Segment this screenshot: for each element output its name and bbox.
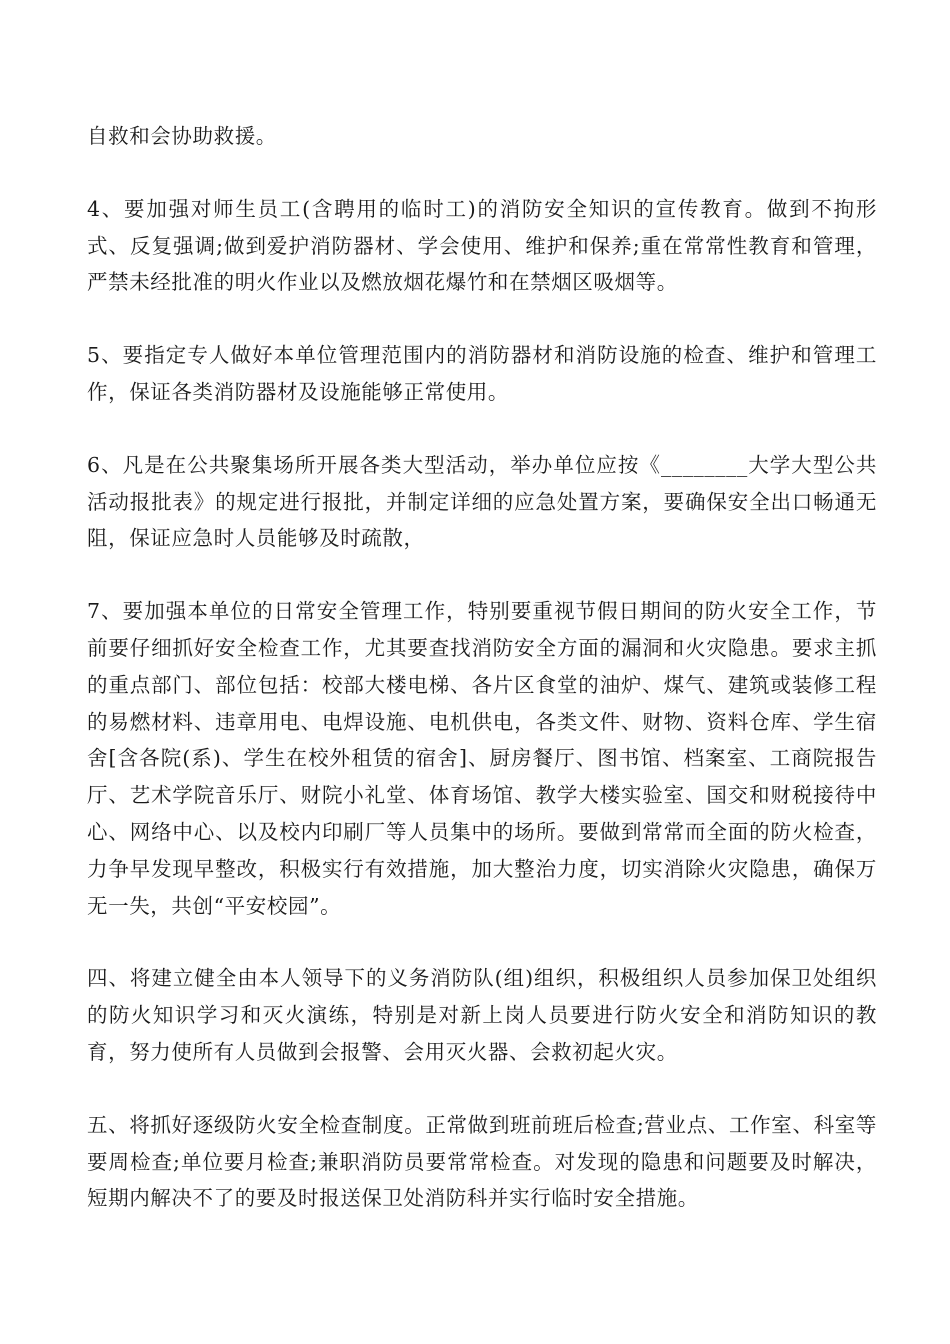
- paragraph-section-5-inspection-system: 五、将抓好逐级防火安全检查制度。正常做到班前班后检查;营业点、工作室、科室等要周检查;单位要月检查;兼职消防员要常常检查。对发现的隐患和问题要及时解决，短期内解决不了的要及时报送保卫处消防科并实行临时安全措施。: [87, 1112, 877, 1211]
- paragraph-item-6-public-activities: 6、凡是在公共聚集场所开展各类大型活动，举办单位应按《________大学大型公共活动报批表》的规定进行报批，并制定详细的应急处置方案，要确保安全出口畅通无阻，保证应急时人员能够及时疏散，: [87, 452, 877, 551]
- paragraph-item-5-equipment-maintenance: 5、要指定专人做好本单位管理范围内的消防器材和消防设施的检查、维护和管理工作，保证各类消防器材及设施能够正常使用。: [87, 343, 877, 404]
- paragraph-item-7-daily-safety-management: 7、要加强本单位的日常安全管理工作，特别要重视节假日期间的防火安全工作，节前要仔细抓好安全检查工作，尤其要查找消防安全方面的漏洞和火灾隐患。要求主抓的重点部门、部位包括：校部大楼电梯、各片区食堂的油炉、煤气、建筑或装修工程的易燃材料、违章用电、电焊设施、电机供电，各类文件、财物、资料仓库、学生宿舍[含各院(系)、学生在校外租赁的宿舍]、厨房餐厅、图书馆、档案室、工商院报告厅、艺术学院音乐厅、财院小礼堂、体育场馆、教学大楼实验室、国交和财税接待中心、网络中心、以及校内印刷厂等人员集中的场所。要做到常常而全面的防火检查，力争早发现早整改，积极实行有效措施，加大整治力度，切实消除火灾隐患，确保万无一失，共创“平安校园”。: [87, 599, 877, 918]
- paragraph-section-4-volunteer-fire-team: 四、将建立健全由本人领导下的义务消防队(组)组织，积极组织人员参加保卫处组织的防火知识学习和灭火演练，特别是对新上岗人员要进行防火安全和消防知识的教育，努力使所有人员做到会报警、会用灭火器、会救初起火灾。: [87, 966, 877, 1064]
- paragraph-self-rescue-ending: 自救和会协助救援。: [87, 124, 277, 148]
- paragraph-item-4-safety-education: 4、要加强对师生员工(含聘用的临时工)的消防安全知识的宣传教育。做到不拘形式、反复强调;做到爱护消防器材、学会使用、维护和保养;重在常常性教育和管理，严禁未经批准的明火作业以及燃放烟花爆竹和在禁烟区吸烟等。: [87, 196, 877, 295]
- document-body: [87, 118, 877, 1253]
